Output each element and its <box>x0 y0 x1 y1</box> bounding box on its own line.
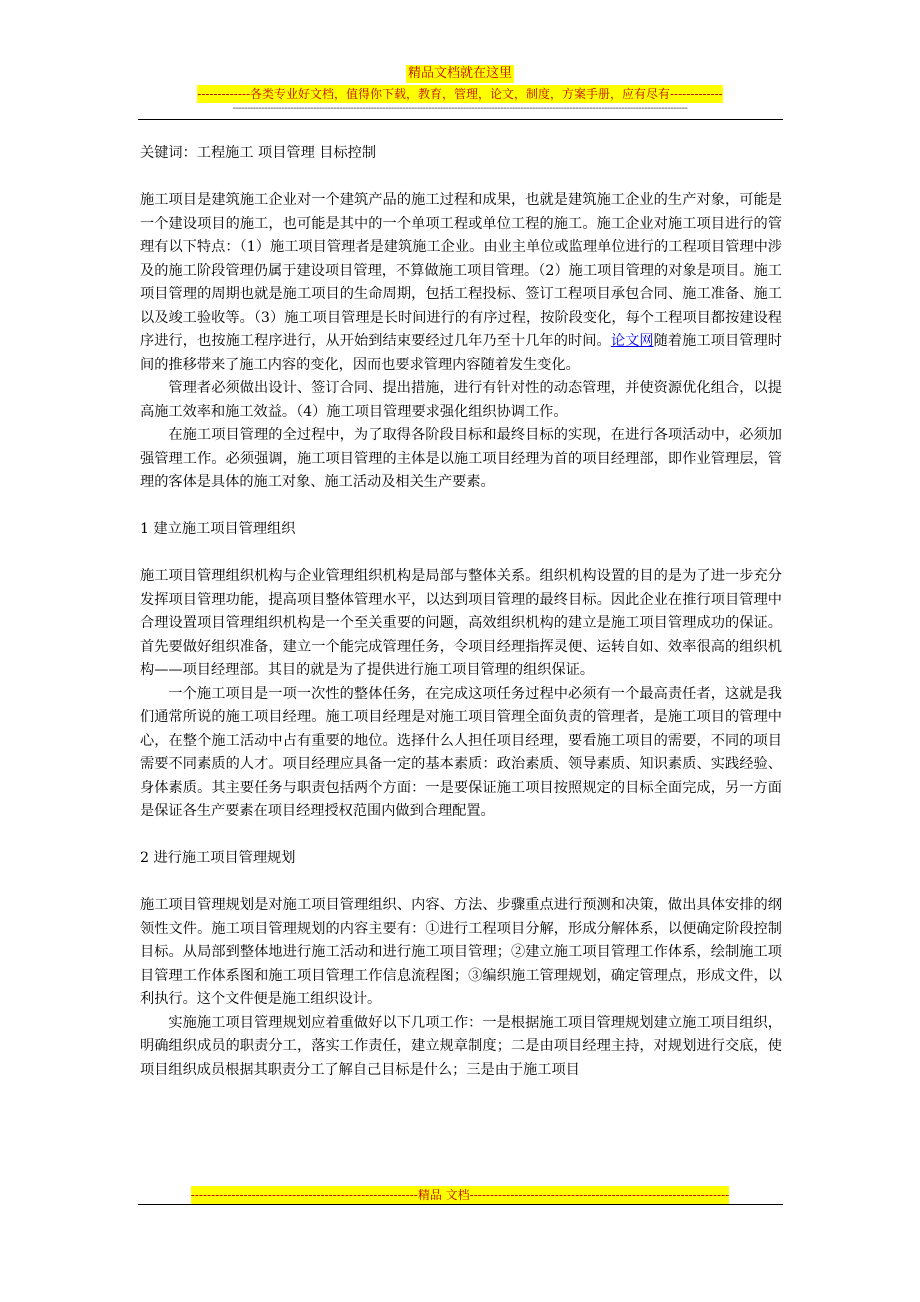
keywords-line: 关键词：工程施工 项目管理 目标控制 <box>140 145 377 161</box>
page-footer <box>0 1184 920 1204</box>
intro-text-after-link: 随着施工项目管理时间的推移带来了施工内容的变化，因而也要求管理内容随着发生变化。 <box>140 333 782 373</box>
intro-text-before-link: 施工项目是建筑施工企业对一个建筑产品的施工过程和成果，也就是建筑施工企业的生产对象，可能是一个建设项目的施工，也可能是其中的一个单项工程或单位工程的施工。施工企业对施工项目进行的管理有以下特点：（1）施工项目管理者是建筑施工企业。由业主单位或监理单位进行的工程项目管理中涉及的施工阶段管理仍属于建设项目管理，不算做施工项目管理。（2）施工项目管理的对象是项目。施工项目管理的周期也就是施工项目的生命周期，包括工程投标、签订工程项目承包合同、施工准备、施工以及竣工验收等。（3）施工项目管理是长时间进行的有序过程，按阶段变化，每个工程项目都按建设程序进行，也按施工程序进行，从开始到结束要经过几年乃至十几年的时间。 <box>140 192 782 349</box>
page-header <box>0 62 920 115</box>
footer-banner: --------------------------------------------------------精品 文档---------------------------------------------------------------- <box>190 1188 730 1202</box>
header-dotted-line: -------------------------------------------------------------------------------------------------------------------------------------------------------------- <box>232 103 688 114</box>
blank-line <box>140 166 782 190</box>
header-rule <box>138 119 783 120</box>
header-banner: -------------各类专业好文档，值得你下载，教育，管理，论文，制度，方案手册，应有尽有------------- <box>197 87 723 101</box>
lunwenwang-link[interactable]: 论文网 <box>610 333 654 349</box>
section-2-paragraph-1: 施工项目管理规划是对施工项目管理组织、内容、方法、步骤重点进行预测和决策，做出具体安排的纲领性文件。施工项目管理规划的内容主要有：①进行工程项目分解，形成分解体系，以便确定阶段控制目标。从局部到整体地进行施工活动和进行施工项目管理；②建立施工项目管理工作体系，绘制施工项目管理工作体系图和施工项目管理工作信息流程图；③编织施工管理规划，确定管理点，形成文件，以利执行。这个文件便是施工组织设计。 <box>140 897 782 1007</box>
section-1-paragraph-2: 一个施工项目是一项一次性的整体任务，在完成这项任务过程中必须有一个最高责任者，这就是我们通常所说的施工项目经理。施工项目经理是对施工项目管理全面负责的管理者，是施工项目的管理中心，在整个施工活动中占有重要的地位。选择什么人担任项目经理，要看施工项目的需要，不同的项目需要不同素质的人才。项目经理应具备一定的基本素质：政治素质、领导素质、知识素质、实践经验、身体素质。其主要任务与职责包括两个方面：一是要保证施工项目按照规定的目标全面完成，另一方面是保证各生产要素在项目经理授权范围内做到合理配置。 <box>140 685 782 819</box>
header-title: 精品文档就在这里 <box>407 66 512 81</box>
blank-line <box>140 871 782 895</box>
intro-paragraph-2: 管理者必须做出设计、签订合同、提出措施，进行有针对性的动态管理，并使资源优化组合，以提高施工效率和施工效益。（4）施工项目管理要求强化组织协调工作。 <box>140 380 782 420</box>
blank-line <box>140 542 782 566</box>
section-2-heading: 2 进行施工项目管理规划 <box>140 850 296 866</box>
section-1-paragraph-1: 施工项目管理组织机构与企业管理组织机构是局部与整体关系。组织机构设置的目的是为了进一步充分发挥项目管理功能，提高项目整体管理水平，以达到项目管理的最终目标。因此企业在推行项目管理中合理设置项目管理组织机构是一个至关重要的问题，高效组织机构的建立是施工项目管理成功的保证。首先要做好组织准备，建立一个能完成管理任务，令项目经理指挥灵便、运转自如、效率很高的组织机构——项目经理部。其目的就是为了提供进行施工项目管理的组织保证。 <box>140 568 782 678</box>
document-body <box>140 142 782 1082</box>
blank-line <box>140 495 782 519</box>
section-1-heading: 1 建立施工项目管理组织 <box>140 521 296 537</box>
footer-rule <box>138 1204 783 1205</box>
section-2-paragraph-2: 实施施工项目管理规划应着重做好以下几项工作：一是根据施工项目管理规划建立施工项目组织，明确组织成员的职责分工，落实工作责任，建立规章制度；二是由项目经理主持，对规划进行交底，使项目组织成员根据其职责分工了解自己目标是什么；三是由于施工项目 <box>140 1014 782 1078</box>
blank-line <box>140 824 782 848</box>
intro-paragraph-1 <box>140 189 782 377</box>
intro-paragraph-3: 在施工项目管理的全过程中，为了取得各阶段目标和最终目标的实现，在进行各项活动中，必须加强管理工作。必须强调，施工项目管理的主体是以施工项目经理为首的项目经理部，即作业管理层，管理的客体是具体的施工对象、施工活动及相关生产要素。 <box>140 427 782 490</box>
